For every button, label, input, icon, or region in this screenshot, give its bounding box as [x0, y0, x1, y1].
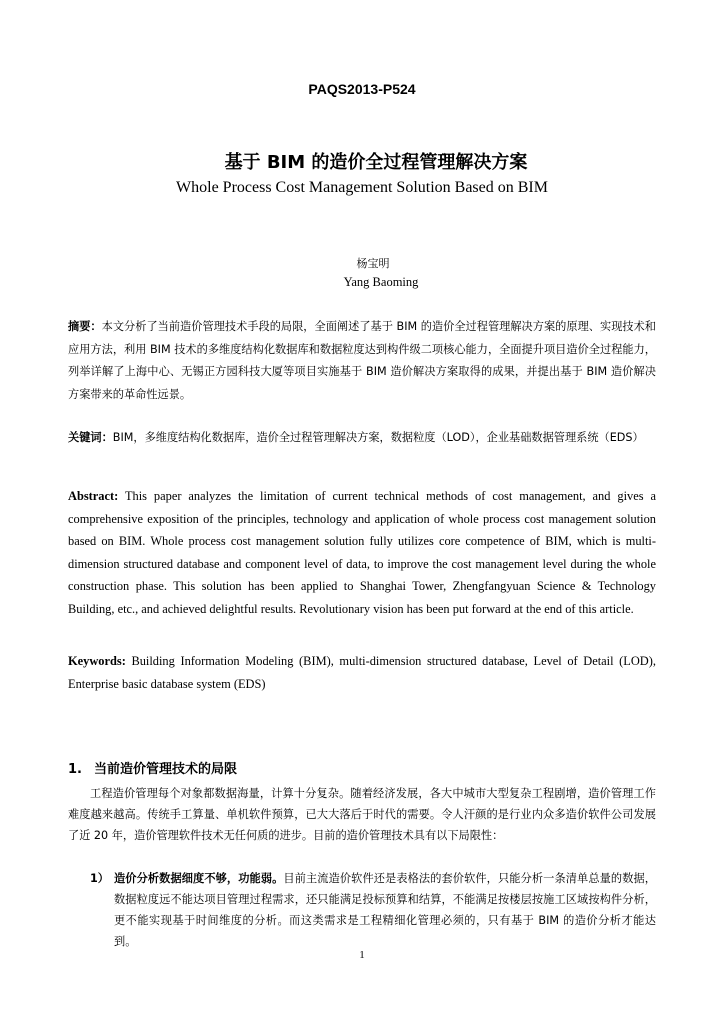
keywords-chinese-text: BIM，多维度结构化数据库，造价全过程管理解决方案，数据粒度（LOD），企业基础数据管理系统（EDS）	[112, 431, 644, 444]
author-chinese: 杨宝明	[356, 257, 390, 270]
abstract-english	[68, 485, 656, 621]
section-title: 当前造价管理技术的局限	[94, 762, 238, 777]
keywords-english	[68, 650, 656, 695]
keywords-chinese-label: 关键词：	[68, 431, 113, 444]
keywords-english-label: Keywords:	[68, 654, 126, 668]
keywords-english-text: Building Information Modeling (BIM), multi-dimension structured database, Level of Detail (LOD), Enterprise basic database system (EDS)	[68, 654, 656, 691]
abstract-chinese-text: 本文分析了当前造价管理技术手段的局限，全面阐述了基于 BIM 的造价全过程管理解决方案的原理、实现技术和应用方法，利用 BIM 技术的多维度结构化数据库和数据粒度达到构件级二项核心能力，全面提升项目造价全过程能力，列举详解了上海中心、无锡正方园科技大厦等项目实施基于 BIM 造价解决方案取得的成果，并提出基于 BIM 造价解决方案带来的革命性远景。	[68, 320, 656, 401]
abstract-english-text: This paper analyzes the limitation of current technical methods of cost management, and gives a comprehensive exposition of the principles, technology and application of whole process cost management solution based on BIM. Whole process cost management solution fully utilizes core competence of BIM, which is multi-dimension structured database and component level of data, to improve the cost management level during the whole construction phase. This solution has been applied to Shanghai Tower, Zhengfangyuan Science & Technology Building, etc., and achieved delightful results. Revolutionary vision has been put forward at the end of this article.	[68, 489, 656, 616]
list-item-marker: 1）	[90, 872, 109, 885]
keywords-chinese	[68, 427, 656, 450]
abstract-chinese-label: 摘要：	[68, 320, 102, 333]
list-item-text: 目前主流造价软件还是表格法的套价软件，只能分析一条清单总量的数据，数据粒度远不能达项目管理过程需求，还只能满足投标预算和结算，不能满足按楼层按施工区域按构件分析，更不能实现基于时间维度的分析。而这类需求是工程精细化管理必须的，只有基于 BIM 的造价分析才能达到。	[114, 872, 656, 948]
section-intro-paragraph: 工程造价管理每个对象都数据海量，计算十分复杂。随着经济发展，各大中城市大型复杂工程剧增，造价管理工作难度越来越高。传统手工算量、单机软件预算，已大大落后于时代的需要。令人汗颜的是行业内众多造价软件公司发展了近 20 年，造价管理软件技术无任何质的进步。目前的造价管理技术具有以下局限性：	[68, 787, 656, 842]
title-chinese: 基于 BIM 的造价全过程管理解决方案	[224, 152, 528, 173]
page-number: 1	[359, 949, 365, 961]
list-item-lead: 造价分析数据细度不够，功能弱。	[114, 872, 284, 885]
list-item-content	[114, 868, 656, 952]
author-english: Yang Baoming	[343, 275, 419, 289]
section-number: 1.	[68, 762, 82, 777]
title-english: Whole Process Cost Management Solution Based on BIM	[176, 179, 548, 196]
paper-code: PAQS2013-P524	[308, 81, 416, 97]
list-item	[90, 868, 656, 952]
abstract-chinese	[68, 316, 656, 406]
abstract-english-label: Abstract:	[68, 489, 119, 503]
section-heading	[68, 758, 237, 777]
